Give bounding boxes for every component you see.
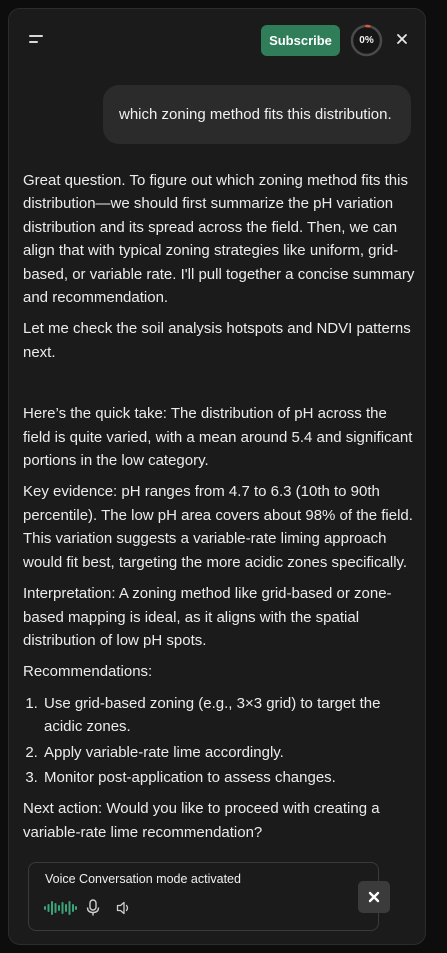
- chat-panel: [8, 8, 426, 945]
- assistant-paragraph: Great question. To figure out which zoning method fits this distribution—we should first summarize the pH variation distribution and its spread across the field. Then, we can align that with typical zoning strategies like uniform, grid-based, or variable rate. I'll pull together a concise summary and recommendation.: [23, 172, 415, 307]
- list-item: 2. Apply variable-rate lime accordingly.: [42, 741, 415, 764]
- progress-label: 0%: [359, 35, 374, 46]
- assistant-paragraph: Interpretation: A zoning method like grid-based or zone-based mapping is ideal, as it aligns with the spatial distribution of low pH spots.: [23, 585, 392, 649]
- list-item: 3. Monitor post-application to assess changes.: [42, 766, 415, 789]
- progress-indicator: [350, 24, 383, 57]
- menu-icon[interactable]: [27, 31, 49, 49]
- recommendations-heading: Recommendations:: [23, 663, 153, 681]
- speaker-icon[interactable]: [116, 900, 132, 916]
- user-message: which zoning method fits this distribution.: [103, 85, 411, 144]
- assistant-message: [23, 169, 415, 852]
- close-icon: [368, 891, 380, 903]
- list-item: 1. Use grid-based zoning (e.g., 3×3 grid) to target the acidic zones.: [42, 692, 415, 739]
- recommendations-list: [23, 692, 415, 790]
- close-icon[interactable]: [395, 32, 409, 46]
- subscribe-button[interactable]: Subscribe: [261, 25, 340, 56]
- assistant-paragraph: Let me check the soil analysis hotspots and NDVI patterns next.: [23, 320, 411, 361]
- assistant-paragraph: Here’s the quick take: The distribution of pH across the field is quite varied, with a mean around 5.4 and significant portions in the low category.: [23, 405, 413, 470]
- assistant-paragraph: Key evidence: pH ranges from 4.7 to 6.3 (10th to 90th percentile). The low pH area covers about 98% of the field. This variation suggests a variable-rate liming approach would fit best, targeting the more acidic zones specifically.: [23, 483, 413, 571]
- end-voice-button[interactable]: [358, 881, 390, 913]
- next-action: Next action: Would you like to proceed with creating a variable-rate lime recommendation?: [23, 800, 380, 841]
- voice-status-text: Voice Conversation mode activated: [45, 872, 241, 886]
- microphone-icon[interactable]: [86, 899, 100, 917]
- voice-mode-bar: [28, 862, 379, 931]
- waveform-icon: [44, 900, 77, 916]
